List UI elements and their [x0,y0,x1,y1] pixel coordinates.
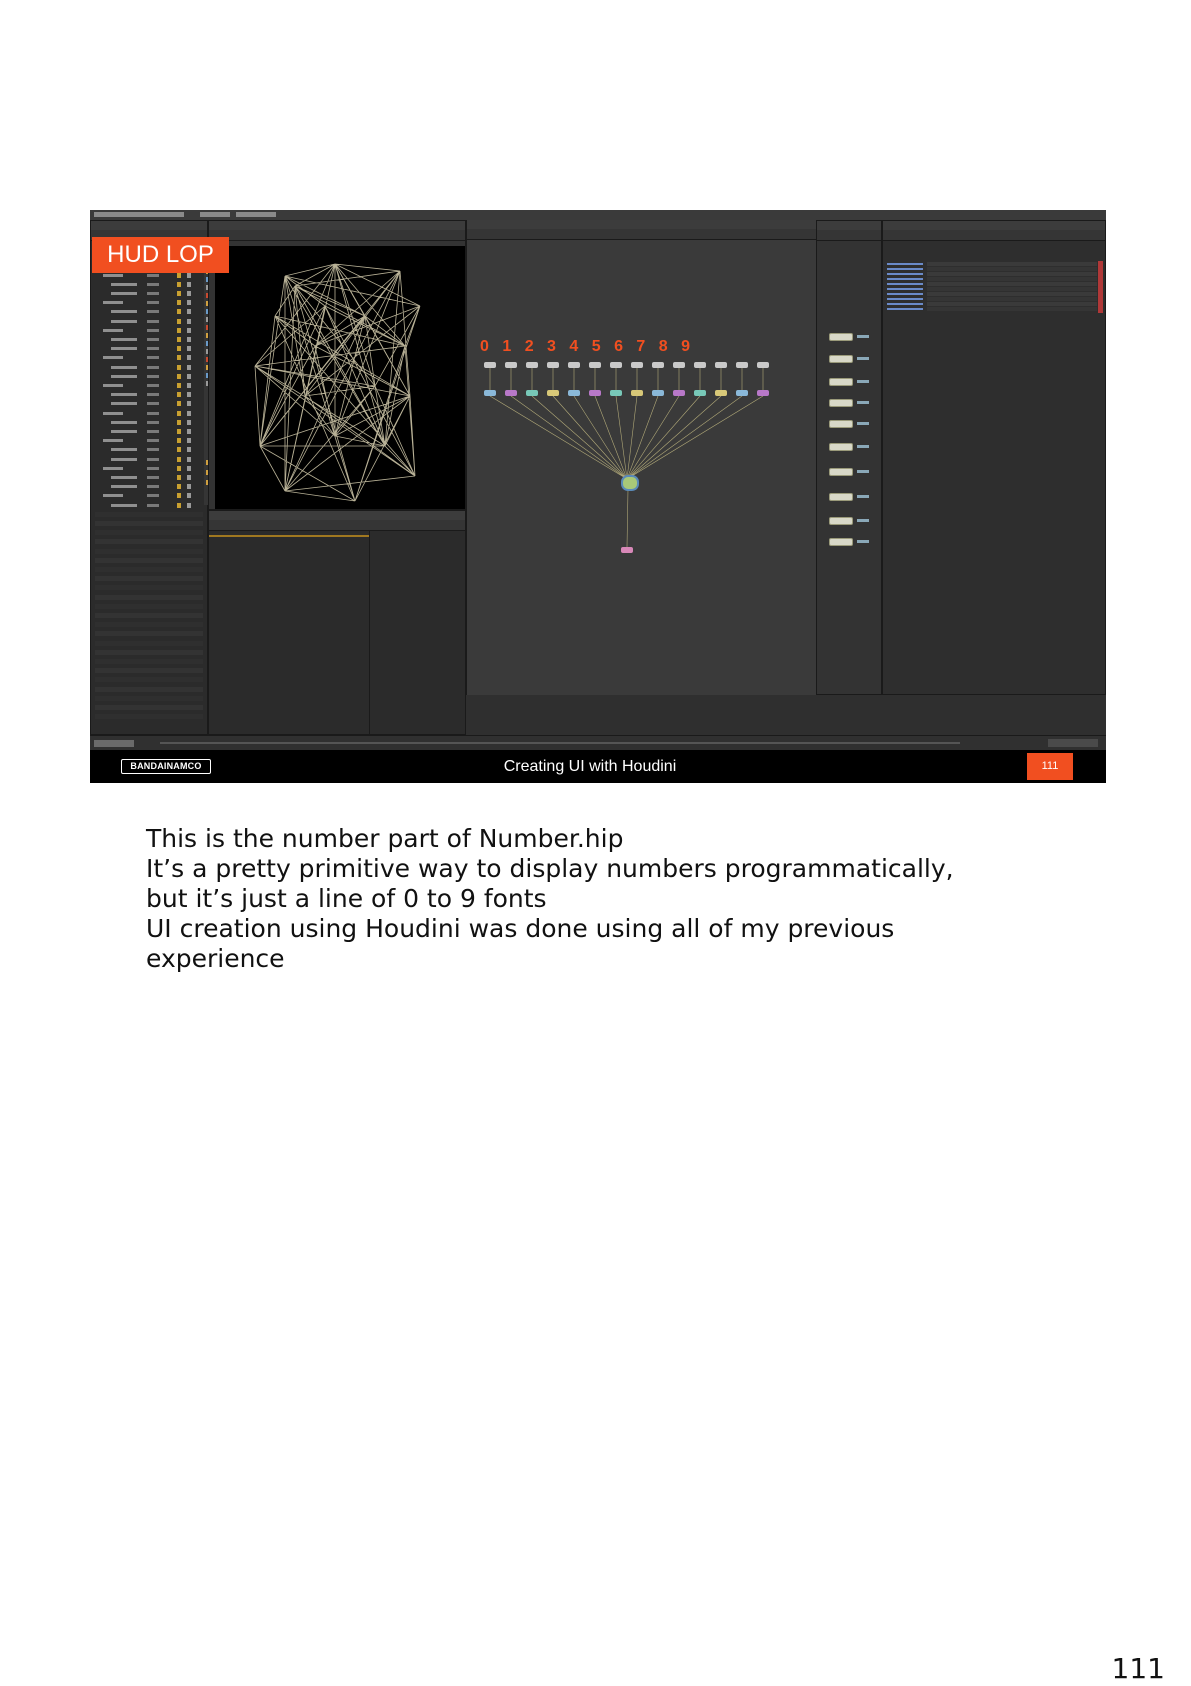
notes-line: but it’s just a line of 0 to 9 fonts [146,884,547,913]
tree-row[interactable] [95,539,203,544]
tree-row[interactable] [95,687,203,692]
houdini-screenshot [90,210,1106,750]
stacked-node[interactable] [829,378,853,386]
notes-line: experience [146,944,285,973]
output-node[interactable] [621,547,633,553]
tree-row[interactable] [95,309,203,314]
tree-row[interactable] [95,567,203,572]
tree-row[interactable] [95,392,203,397]
digit-8: 8 [658,338,668,355]
scene-graph-details [882,220,1106,695]
tree-row[interactable] [95,549,203,554]
stacked-node[interactable] [829,333,853,341]
tree-row[interactable] [95,383,203,388]
lower-left-panel [208,510,466,735]
tree-row[interactable] [95,291,203,296]
node-wires [467,220,816,695]
slide-title: Creating UI with Houdini [503,758,677,775]
hud-lop-badge: HUD LOP [92,237,229,273]
network-node[interactable] [589,390,601,396]
tree-row[interactable] [95,273,203,278]
digit-6: 6 [614,338,623,355]
digit-1: 1 [502,338,512,355]
network-node[interactable] [631,362,643,368]
tree-row[interactable] [95,696,203,701]
stacked-node[interactable] [829,399,853,407]
digit-4: 4 [569,338,579,355]
tree-row[interactable] [95,429,203,434]
network-node[interactable] [568,390,580,396]
tree-row[interactable] [95,677,203,682]
network-node[interactable] [736,362,748,368]
tree-row[interactable] [95,585,203,590]
digit-7: 7 [636,338,646,355]
tree-row[interactable] [95,650,203,655]
speaker-notes [146,824,1106,974]
network-node[interactable] [547,362,559,368]
notes-line: It’s a pretty primitive way to display numbers programmatically, [146,854,954,883]
notes-line: UI creation using Houdini was done using all of my previous [146,914,895,943]
network-node[interactable] [694,390,706,396]
stacked-node[interactable] [829,420,853,428]
network-node[interactable] [757,362,769,368]
tree-row[interactable] [95,300,203,305]
3d-viewport[interactable] [215,246,466,509]
tree-row[interactable] [95,365,203,370]
bandainamco-logo: BANDAINAMCO [121,759,211,774]
tree-row[interactable] [95,484,203,489]
page-number: 111 [1111,1652,1165,1685]
tree-row[interactable] [95,714,203,719]
tree-row[interactable] [95,457,203,462]
tree-row[interactable] [95,705,203,710]
network-node[interactable] [652,390,664,396]
tree-row[interactable] [95,521,203,526]
network-node[interactable] [673,390,685,396]
network-node[interactable] [757,390,769,396]
tree-row[interactable] [95,576,203,581]
tree-row[interactable] [95,374,203,379]
tree-row[interactable] [95,631,203,636]
network-node[interactable] [568,362,580,368]
tree-row[interactable] [95,604,203,609]
tree-row[interactable] [95,475,203,480]
tree-row[interactable] [95,438,203,443]
network-node[interactable] [610,390,622,396]
network-node[interactable] [526,362,538,368]
network-node[interactable] [673,362,685,368]
stacked-node[interactable] [829,355,853,363]
digit-5: 5 [591,338,601,355]
tree-row[interactable] [95,328,203,333]
tree-row[interactable] [95,558,203,563]
tree-row[interactable] [95,346,203,351]
network-node[interactable] [484,362,496,368]
tree-row[interactable] [95,512,203,517]
network-node[interactable] [505,362,517,368]
playback-timeline[interactable] [90,735,1106,750]
stacked-node[interactable] [829,443,853,451]
stacked-node[interactable] [829,538,853,546]
tree-row[interactable] [95,420,203,425]
network-node[interactable] [694,362,706,368]
digit-2: 2 [524,338,534,355]
tree-row[interactable] [95,503,203,508]
objects-network-pane[interactable] [816,220,882,695]
tree-row[interactable] [95,595,203,600]
digit-9: 9 [681,338,690,355]
slide [90,210,1106,783]
tree-row[interactable] [95,447,203,452]
network-node[interactable] [631,390,643,396]
wireframe-geometry [215,246,466,509]
bottom-empty-area [466,695,1106,735]
tree-row[interactable] [95,282,203,287]
notes-line: This is the number part of Number.hip [146,824,624,853]
tree-row[interactable] [95,319,203,324]
network-node[interactable] [715,362,727,368]
scene-graph-panel [90,220,208,735]
network-node[interactable] [526,390,538,396]
digit-3: 3 [547,338,556,355]
network-node[interactable] [736,390,748,396]
tree-row[interactable] [95,530,203,535]
tree-row[interactable] [95,355,203,360]
tree-row[interactable] [95,622,203,627]
network-node[interactable] [589,362,601,368]
network-node[interactable] [715,390,727,396]
tree-row[interactable] [95,466,203,471]
slide-footer [90,750,1106,783]
tree-row[interactable] [95,641,203,646]
network-node[interactable] [484,390,496,396]
tree-row[interactable] [95,401,203,406]
stacked-node[interactable] [829,493,853,501]
tree-row[interactable] [95,659,203,664]
digit-0: 0 [480,338,489,355]
network-node[interactable] [505,390,517,396]
tree-row[interactable] [95,411,203,416]
stacked-node[interactable] [829,517,853,525]
network-editor[interactable] [465,220,818,695]
stacked-node[interactable] [829,468,853,476]
merge-node[interactable] [621,475,639,491]
network-node[interactable] [547,390,559,396]
network-node[interactable] [610,362,622,368]
tree-row[interactable] [95,493,203,498]
slide-number-badge: 111 [1027,753,1073,780]
network-node[interactable] [652,362,664,368]
tree-row[interactable] [95,668,203,673]
tree-row[interactable] [95,337,203,342]
tree-row[interactable] [95,613,203,618]
